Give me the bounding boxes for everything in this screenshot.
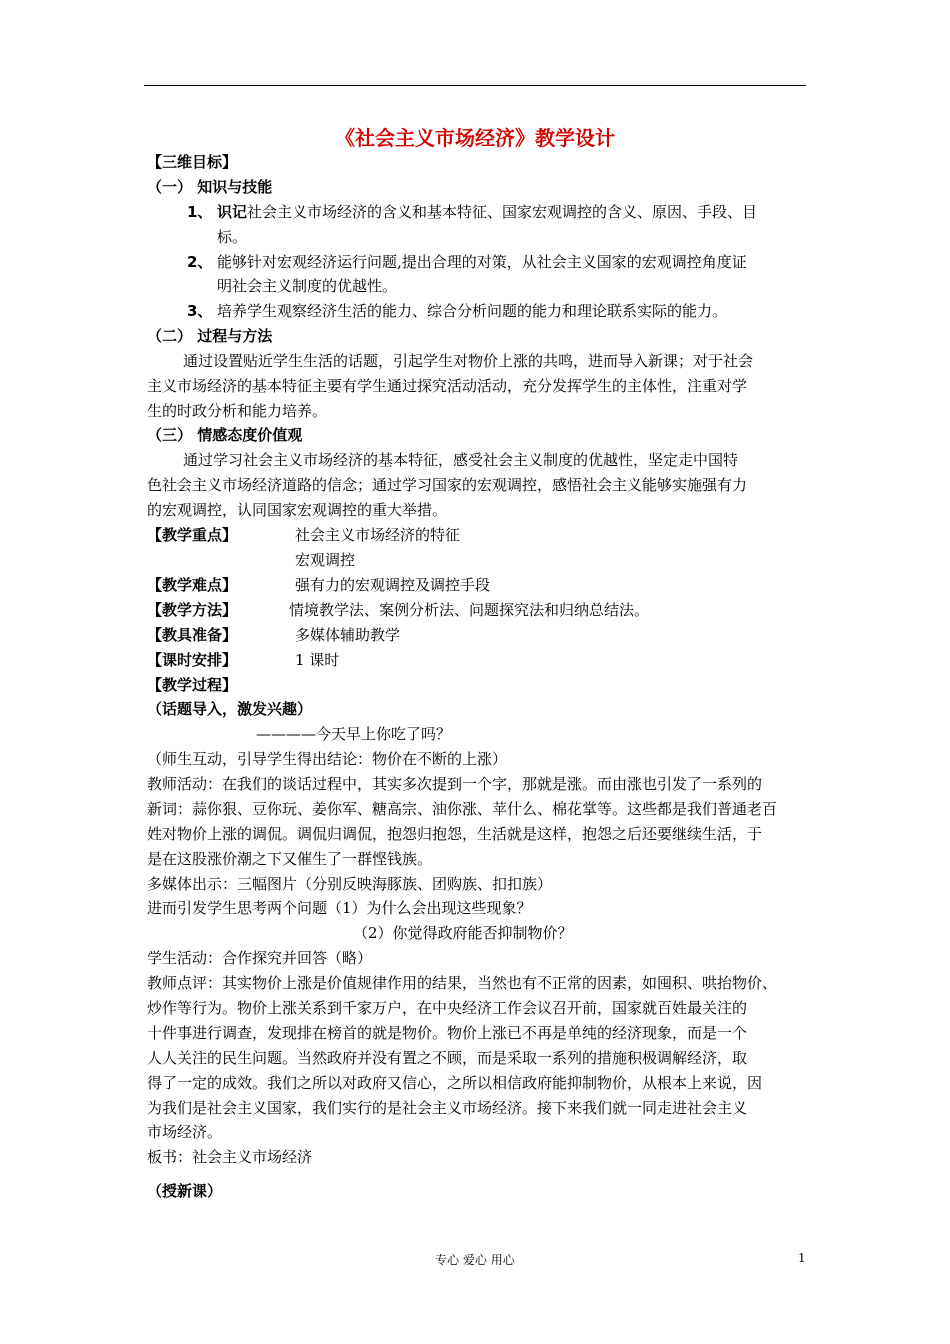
knowledge-item-2: 能够针对宏观经济运行问题,提出合理的对策，从社会主义国家的宏观调控角度证 bbox=[217, 253, 747, 271]
teacher-activity-line: 新词：蒜你狠、豆你玩、姜你军、糖高宗、油你涨、苹什么、棉花掌等。这些都是我们普通老百 bbox=[147, 800, 778, 818]
line-text: 社会主义市场经济的含义和基本特征、国家宏观调控的含义、原因、手段、目 bbox=[247, 203, 758, 221]
process-heading: （二） 过程与方法 bbox=[147, 327, 273, 345]
teacher-activity-line: 教师活动：在我们的谈话过程中，其实多次提到一个字，那就是涨。而由涨也引发了一系列的 bbox=[147, 775, 763, 793]
question-prompt-2: （2）你觉得政府能否抑制物价？ bbox=[353, 924, 573, 942]
teacher-comment-line: 市场经济。 bbox=[147, 1123, 223, 1141]
teacher-comment-line: 教师点评：其实物价上涨是价值规律作用的结果，当然也有不正常的因素，如囤积、哄抬物价、 bbox=[147, 974, 778, 992]
question-line: ————今天早上你吃了吗？ bbox=[256, 725, 452, 743]
page-number: 1 bbox=[798, 1251, 806, 1265]
interaction-note: （师生互动，引导学生得出结论：物价在不断的上涨） bbox=[147, 750, 508, 768]
intro-heading: （话题导入，激发兴趣） bbox=[147, 700, 313, 718]
knowledge-item-1-cont: 标。 bbox=[217, 228, 248, 246]
teacher-activity-line: 姓对物价上涨的调侃。调侃归调侃，抱怨归抱怨，生活就是这样，抱怨之后还要继续生活，于 bbox=[147, 825, 763, 843]
paragraph-line: 色社会主义市场经济道路的信念；通过学习国家的宏观调控，感悟社会主义能够实施强有力 bbox=[147, 476, 748, 494]
key-points-value: 宏观调控 bbox=[295, 551, 356, 569]
board-note: 板书：社会主义市场经济 bbox=[147, 1148, 313, 1166]
paragraph-line: 生的时政分析和能力培养。 bbox=[147, 402, 328, 420]
tools-label: 【教具准备】 bbox=[147, 626, 238, 644]
method-value: 情境教学法、案例分析法、问题探究法和归纳总结法。 bbox=[289, 601, 650, 619]
teacher-comment-line: 得了一定的成效。我们之所以对政府又信心，之所以相信政府能抑制物价，从根本上来说，因 bbox=[147, 1074, 763, 1092]
item-number: 3、 bbox=[187, 302, 213, 320]
knowledge-item-2-cont: 明社会主义制度的优越性。 bbox=[217, 277, 398, 295]
emotion-heading: （三） 情感态度价值观 bbox=[147, 426, 303, 444]
emphasis-text: 识记 bbox=[217, 203, 248, 221]
paragraph-line: 通过设置贴近学生生活的话题，引起学生对物价上涨的共鸣，进而导入新课；对于社会 bbox=[183, 352, 754, 370]
teacher-comment-line: 十件事进行调查，发现排在榜首的就是物价。物价上涨已不再是单纯的经济现象，而是一个 bbox=[147, 1024, 748, 1042]
method-label: 【教学方法】 bbox=[147, 601, 238, 619]
difficulty-label: 【教学难点】 bbox=[147, 576, 238, 594]
knowledge-item-3: 培养学生观察经济生活的能力、综合分析问题的能力和理论联系实际的能力。 bbox=[217, 302, 728, 320]
teacher-comment-line: 为我们是社会主义国家，我们实行的是社会主义市场经济。接下来我们就一同走进社会主义 bbox=[147, 1099, 748, 1117]
difficulty-value: 强有力的宏观调控及调控手段 bbox=[295, 576, 491, 594]
question-prompt-1: 进而引发学生思考两个问题（1）为什么会出现这些现象？ bbox=[147, 899, 532, 917]
knowledge-item-1 bbox=[217, 202, 757, 222]
student-activity: 学生活动：合作探究并回答（略） bbox=[147, 949, 373, 967]
key-points-label: 【教学重点】 bbox=[147, 526, 238, 544]
new-lesson-heading: （授新课） bbox=[147, 1182, 223, 1200]
paragraph-line: 通过学习社会主义市场经济的基本特征，感受社会主义制度的优越性，坚定走中国特 bbox=[183, 451, 739, 469]
knowledge-heading: （一） 知识与技能 bbox=[147, 178, 273, 196]
header-rule bbox=[144, 85, 806, 86]
item-number: 2、 bbox=[187, 253, 213, 271]
document-title: 《社会主义市场经济》教学设计 bbox=[335, 126, 615, 150]
teacher-comment-line: 人人关注的民生问题。当然政府并没有置之不顾，而是采取一系列的措施积极调解经济，取 bbox=[147, 1049, 748, 1067]
paragraph-line: 的宏观调控，认同国家宏观调控的重大举措。 bbox=[147, 501, 448, 519]
goals-heading: 【三维目标】 bbox=[147, 153, 238, 171]
paragraph-line: 主义市场经济的基本特征主要有学生通过探究活动活动，充分发挥学生的主体性，注重对学 bbox=[147, 377, 748, 395]
teacher-activity-line: 是在这股涨价潮之下又催生了一群悭钱族。 bbox=[147, 850, 433, 868]
key-points-value: 社会主义市场经济的特征 bbox=[295, 526, 461, 544]
schedule-value: 1 课时 bbox=[295, 651, 340, 669]
schedule-label: 【课时安排】 bbox=[147, 651, 238, 669]
footer-motto: 专心 爱心 用心 bbox=[435, 1253, 515, 1267]
teacher-comment-line: 炒作等行为。物价上涨关系到千家万户，在中央经济工作会议召开前，国家就百姓最关注的 bbox=[147, 999, 748, 1017]
item-number: 1、 bbox=[187, 203, 213, 221]
tools-value: 多媒体辅助教学 bbox=[295, 626, 401, 644]
process-label: 【教学过程】 bbox=[147, 676, 238, 694]
media-line: 多媒体出示：三幅图片（分别反映海豚族、团购族、扣扣族） bbox=[147, 875, 553, 893]
